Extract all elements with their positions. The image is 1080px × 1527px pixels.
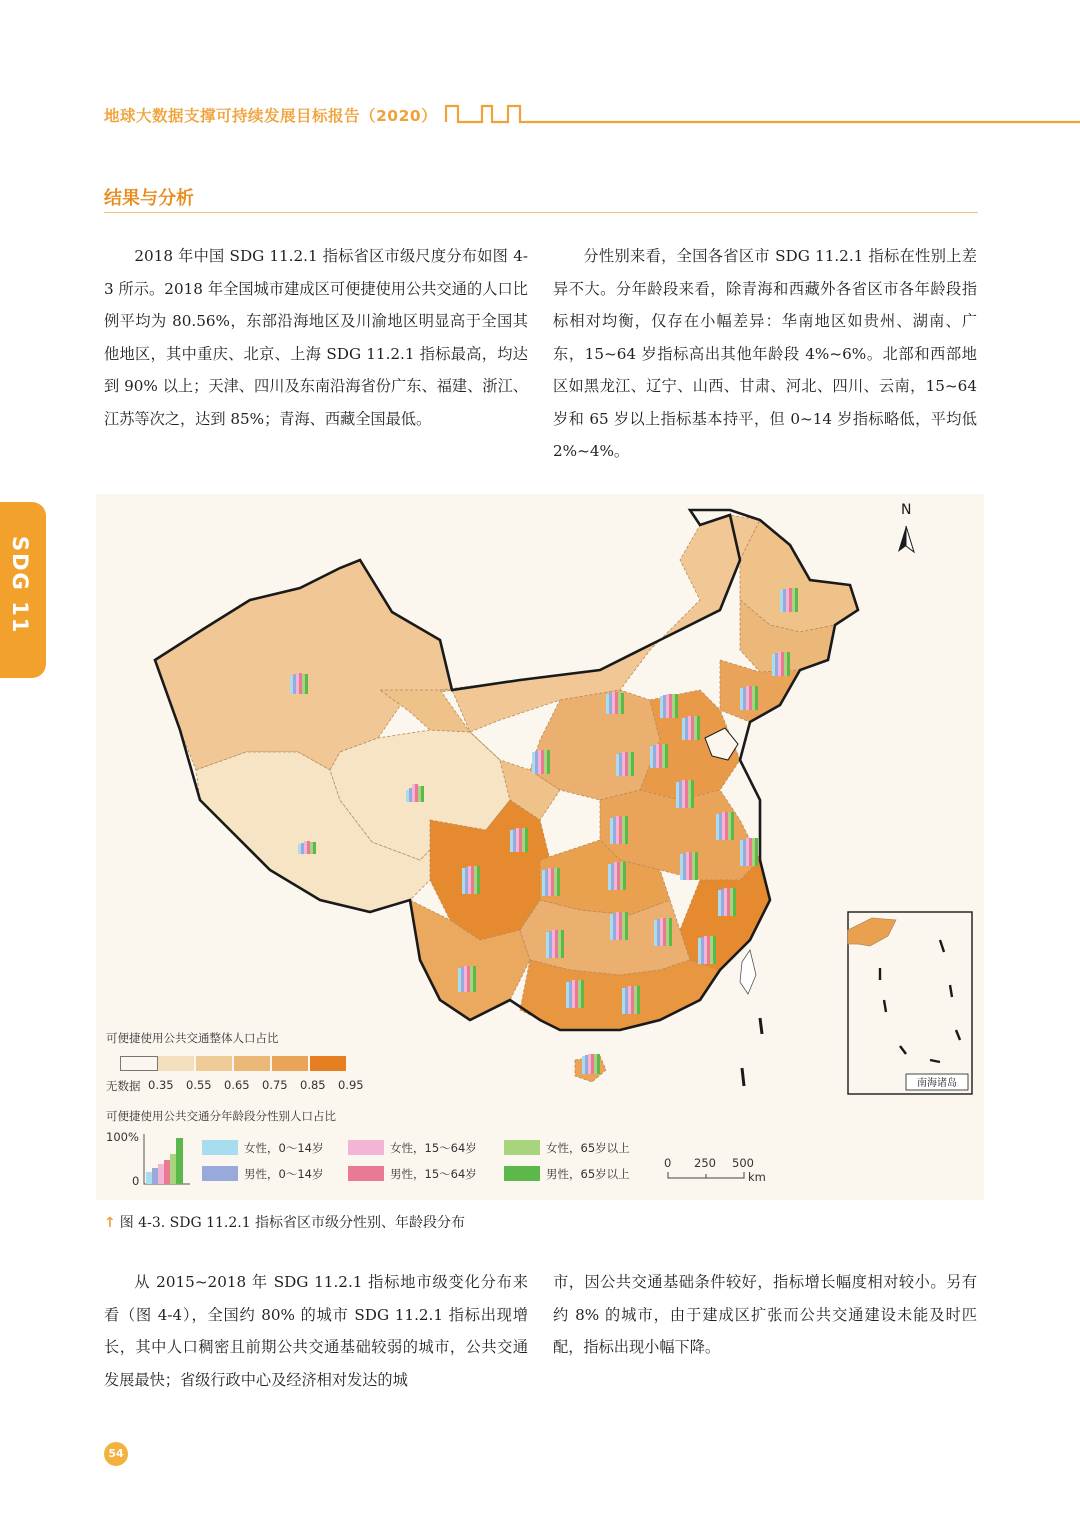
scale-tick-500: 500 <box>732 1156 754 1170</box>
bar-glyph <box>606 692 624 714</box>
bar-glyph <box>718 888 736 916</box>
legend-swatch-2 <box>196 1056 232 1071</box>
bar-glyph <box>616 752 634 776</box>
side-tab <box>0 502 46 678</box>
figure-caption <box>104 1212 465 1232</box>
paragraph-text: 分性别来看，全国各省区市 SDG 11.2.1 指标在性别上差异不大。分年龄段来看，除青海和西藏外各省区市各年龄段指标相对均衡，仅存在小幅差异：华南地区如贵州、湖南、广东，15~64 岁指标高出其他年龄段 4%~6%。北部和西部地区如黑龙江、辽宁、山西、甘肃、河北、四川、云南，15~64 岁和 65 岁以上指标基本持平，但 0~14 岁指标略低，平均低 2%~4%。 <box>553 247 977 460</box>
legend1-break-5: 0.95 <box>338 1078 364 1092</box>
bar-glyph <box>566 980 584 1008</box>
legend2-label: 男性，0～14岁 <box>244 1167 324 1181</box>
bar-glyph <box>698 936 716 964</box>
bar-glyph <box>510 828 528 852</box>
legend-swatch-nodata <box>120 1056 158 1071</box>
bar-glyph <box>740 838 758 866</box>
legend2-label: 男性，65岁以上 <box>546 1167 630 1181</box>
paragraph-text: 2018 年中国 SDG 11.2.1 指标省区市级尺度分布如图 4-3 所示。2018 年全国城市建成区可便捷使用公共交通的人口比例平均为 80.56%，东部沿海地区及川渝地区明显高于全国其他地区，其中重庆、北京、上海 SDG 11.2.1 指标最高，均达到 90% 以上；天津、四川及东南沿海省份广东、福建、浙江、江苏等次之，达到 85%；青海、西藏全国最低。 <box>104 247 528 428</box>
bar-glyph <box>660 694 678 718</box>
legend-swatch-5 <box>310 1056 346 1071</box>
bar-glyph <box>682 716 700 740</box>
caption-text: 图 4-3. SDG 11.2.1 指标省区市级分性别、年龄段分布 <box>119 1215 466 1231</box>
legend1-break-3: 0.75 <box>262 1078 288 1092</box>
paragraph-text: 市，因公共交通基础条件较好，指标增长幅度相对较小。另有约 8% 的城市，由于建成区扩张而公共交通建设未能及时匹配，指标出现小幅下降。 <box>553 1273 977 1356</box>
bar-glyph <box>680 852 698 880</box>
maritime-dashes <box>742 1018 762 1086</box>
legend-swatch-1 <box>158 1056 194 1071</box>
page-number: 54 <box>104 1442 128 1466</box>
section-divider <box>104 212 978 213</box>
inset-label: 南海诸岛 <box>917 1078 957 1089</box>
north-label: N <box>901 502 912 518</box>
bar-glyph <box>676 780 694 808</box>
bar-glyph <box>622 986 640 1014</box>
bar-glyph <box>546 930 564 958</box>
paragraph-text: 从 2015~2018 年 SDG 11.2.1 指标地市级变化分布来看（图 4-4），全国约 80% 的城市 SDG 11.2.1 指标出现增长，其中人口稠密且前期公共交通基础较弱的城市，公共交通发展最快；省级行政中心及经济相对发达的城 <box>104 1273 528 1389</box>
paragraph-left-top <box>104 240 528 435</box>
legend-swatch-3 <box>234 1056 270 1071</box>
legend2-label: 女性，0～14岁 <box>244 1141 324 1155</box>
bar-glyph <box>458 966 476 992</box>
scale-bar <box>668 1172 744 1178</box>
china-map <box>96 494 984 1200</box>
paragraph-right-bottom <box>553 1266 977 1364</box>
bar-glyph <box>542 868 560 896</box>
legend1-nodata-label: 无数据 <box>106 1079 141 1093</box>
south-china-sea-inset <box>848 912 972 1094</box>
bar-glyph <box>582 1054 600 1074</box>
legend2-axis-bottom: 0 <box>132 1174 140 1188</box>
legend1-break-4: 0.85 <box>300 1078 326 1092</box>
legend1-break-0: 0.35 <box>148 1078 174 1092</box>
side-tab-label: SDG 11 <box>8 536 32 635</box>
legend1-title: 可便捷使用公共交通整体人口占比 <box>106 1031 279 1045</box>
legend2-label: 女性，65岁以上 <box>546 1141 630 1155</box>
legend2-label: 女性，15～64岁 <box>390 1141 477 1155</box>
legend2-sample-chart <box>142 1134 192 1186</box>
legend-swatch-4 <box>272 1056 308 1071</box>
legend2-axis-top: 100% <box>106 1130 139 1144</box>
bar-glyph <box>780 588 798 612</box>
bar-glyph <box>532 750 550 774</box>
bar-glyph <box>716 812 734 840</box>
bar-glyph <box>610 912 628 940</box>
bar-glyph <box>290 673 308 694</box>
bar-glyph <box>610 816 628 844</box>
bar-glyph <box>608 862 626 890</box>
caption-arrow-icon: ↑ <box>104 1215 116 1231</box>
region-taiwan <box>740 950 756 994</box>
legend2-label: 男性，15～64岁 <box>390 1167 477 1181</box>
map-figure <box>96 494 984 1200</box>
scale-unit: km <box>748 1170 766 1184</box>
bar-glyph <box>654 918 672 946</box>
scale-tick-250: 250 <box>694 1156 716 1170</box>
report-title: 地球大数据支撑可持续发展目标报告（2020） <box>104 107 438 125</box>
bar-glyph <box>772 652 790 676</box>
bar-glyph <box>462 866 480 894</box>
paragraph-right-top <box>553 240 977 468</box>
legend2-title: 可便捷使用公共交通分年龄段分性别人口占比 <box>106 1109 336 1123</box>
header-decoration <box>0 0 1080 140</box>
north-arrow-icon <box>898 526 914 552</box>
section-title: 结果与分析 <box>104 188 194 209</box>
scale-tick-0: 0 <box>664 1156 672 1170</box>
bar-glyph <box>650 744 668 768</box>
bar-glyph <box>740 686 758 710</box>
legend1-break-2: 0.65 <box>224 1078 250 1092</box>
paragraph-left-bottom <box>104 1266 528 1396</box>
legend1-break-1: 0.55 <box>186 1078 212 1092</box>
